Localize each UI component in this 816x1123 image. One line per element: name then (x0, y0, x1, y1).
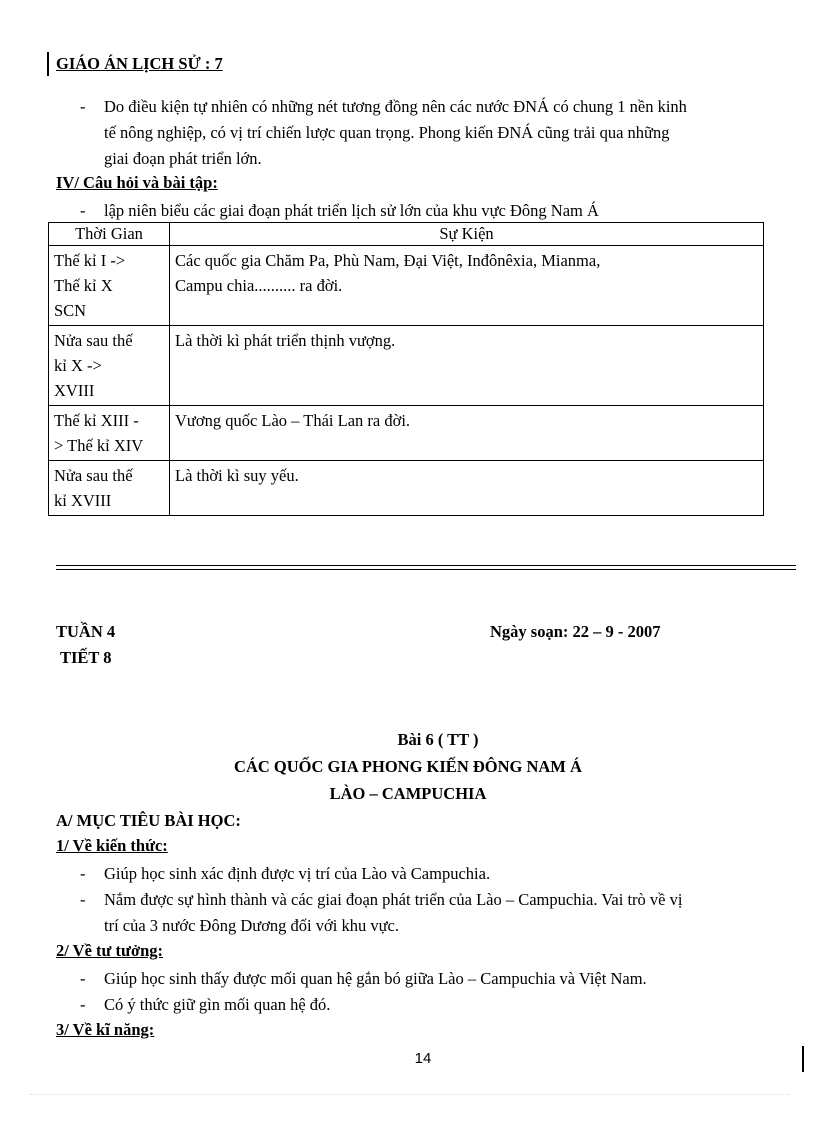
time-line: kỉ X -> (54, 356, 102, 375)
thought-heading: 2/ Về tư tưởng: (56, 941, 164, 960)
margin-bar (47, 52, 49, 76)
section-divider (56, 569, 796, 570)
event-cell (170, 246, 764, 326)
knowledge-item (80, 887, 792, 939)
bullet-dash: - (80, 969, 86, 988)
event-cell (170, 406, 764, 461)
header-event: Sự Kiện (170, 223, 764, 246)
lesson-subtitle: LÀO – CAMPUCHIA (329, 784, 487, 803)
event-cell (170, 461, 764, 516)
knowledge-text: Nắm được sự hình thành và các giai đoạn phát triển của Lào – Campuchia. Vai trò về vị (104, 890, 683, 909)
task-item (80, 198, 792, 224)
table-header-row (49, 223, 764, 246)
time-cell (49, 326, 170, 406)
bullet-dash: - (80, 201, 86, 220)
skills-heading: 3/ Về kĩ năng: (56, 1020, 155, 1039)
thought-text: Giúp học sinh thấy được mối quan hệ gắn bó giữa Lào – Campuchia và Việt Nam. (104, 969, 647, 988)
task-text: lập niên biểu các giai đoạn phát triển lịch sử lớn của khu vực Đông Nam Á (104, 201, 599, 220)
event-line: Là thời kì suy yếu. (175, 466, 299, 485)
section-iv-heading: IV/ Câu hỏi và bài tập: (56, 173, 218, 192)
time-line: XVIII (54, 381, 95, 400)
time-line: Thế kỉ I -> (54, 251, 126, 270)
time-line: Thế kỉ XIII - (54, 411, 139, 430)
bullet-dash: - (80, 890, 86, 909)
table-row (49, 461, 764, 516)
objectives-heading: A/ MỤC TIÊU BÀI HỌC: (56, 811, 241, 830)
page-number: 14 (414, 1050, 432, 1067)
bullet-dash: - (80, 97, 86, 116)
lesson-number: Bài 6 ( TT ) (397, 730, 479, 749)
time-line: SCN (54, 301, 87, 320)
table-row (49, 326, 764, 406)
intro-line: tế nông nghiệp, có vị trí chiến lược quan trọng. Phong kiến ĐNÁ cũng trải qua những (104, 123, 670, 142)
knowledge-heading: 1/ Về kiến thức: (56, 836, 168, 855)
thought-text: Có ý thức giữ gìn mối quan hệ đó. (104, 995, 331, 1014)
intro-item (80, 94, 792, 172)
document-header: GIÁO ÁN LỊCH SỬ : 7 (56, 54, 223, 73)
time-line: kỉ XVIII (54, 491, 112, 510)
time-line: Nửa sau thế (54, 331, 133, 350)
knowledge-item (80, 861, 792, 887)
date-label: Ngày soạn: 22 – 9 - 2007 (490, 622, 661, 641)
period-label: TIẾT 8 (60, 648, 112, 667)
page-bottom-rule (30, 1094, 790, 1095)
bullet-dash: - (80, 864, 86, 883)
time-line: Nửa sau thế (54, 466, 133, 485)
knowledge-text: Giúp học sinh xác định được vị trí của Lào và Campuchia. (104, 864, 491, 883)
bullet-dash: - (80, 995, 86, 1014)
table-row (49, 406, 764, 461)
thought-item (80, 992, 792, 1018)
lesson-title: CÁC QUỐC GIA PHONG KIẾN ĐÔNG NAM Á (234, 757, 582, 776)
timeline-table (48, 222, 764, 516)
time-cell (49, 461, 170, 516)
event-line: Vương quốc Lào – Thái Lan ra đời. (175, 411, 411, 430)
time-cell (49, 406, 170, 461)
time-cell (49, 246, 170, 326)
intro-line: Do điều kiện tự nhiên có những nét tương đồng nên các nước ĐNÁ có chung 1 nền kinh (104, 97, 687, 116)
margin-bar (802, 1046, 804, 1072)
header-time: Thời Gian (49, 223, 170, 246)
time-line: Thế kỉ X (54, 276, 113, 295)
event-cell (170, 326, 764, 406)
time-line: > Thế kỉ XIV (54, 436, 144, 455)
event-line: Các quốc gia Chăm Pa, Phù Nam, Đại Việt, Inđônêxia, Mianma, (175, 251, 601, 270)
knowledge-text: trí của 3 nước Đông Dương đối với khu vực. (104, 916, 399, 935)
table-row (49, 246, 764, 326)
section-divider (56, 565, 796, 566)
event-line: Là thời kì phát triển thịnh vượng. (175, 331, 396, 350)
thought-item (80, 966, 792, 992)
week-label: TUẦN 4 (56, 622, 116, 641)
event-line: Campu chia.......... ra đời. (175, 276, 343, 295)
intro-line: giai đoạn phát triển lớn. (104, 149, 262, 168)
